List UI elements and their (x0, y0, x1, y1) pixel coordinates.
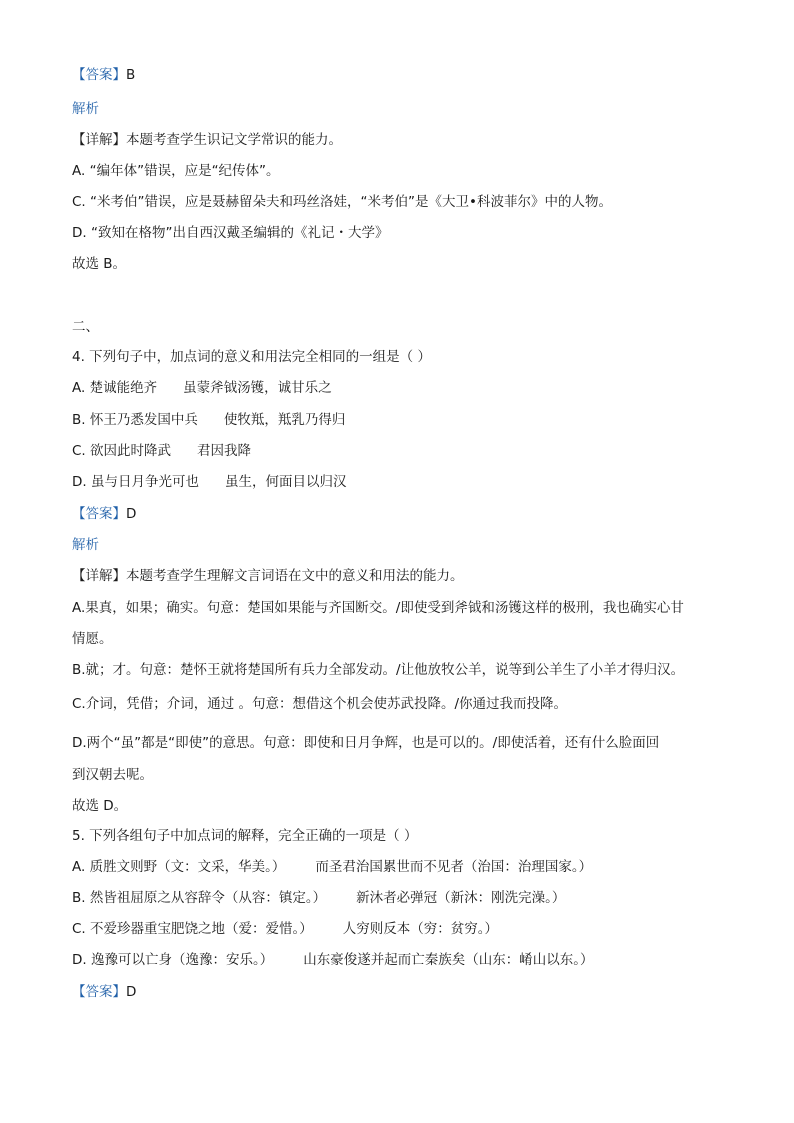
detail-label: 【详解】 (72, 568, 126, 584)
option-part2: 新沐者必弹冠（新沐：刚洗完澡。） (356, 890, 566, 906)
option-part1: C. 不爱珍器重宝肥饶之地（爱：爱惜。） (72, 921, 313, 937)
q4-explain-d-1: D.两个“虽”都是“即使”的意思。句意：即使和日月争辉，也是可以的。/即使活着，还有什么脸面回 (72, 735, 660, 751)
answer-value: D (126, 984, 137, 1000)
option-part1: C. 欲因此时降武 (72, 443, 172, 459)
option-part1: D. 虽与日月争光可也 (72, 474, 199, 490)
answer-value: D (126, 506, 137, 522)
q3-explain-d: D. “致知在格物”出自西汉戴圣编辑的《礼记・大学》 (72, 225, 389, 241)
q3-conclusion: 故选 B。 (72, 256, 127, 272)
q4-explain-a-1: A.果真，如果；确实。句意：楚国如果能与齐国断交。/即使受到斧钺和汤镬这样的极刑，我也确实心甘 (72, 600, 684, 616)
answer-value: B (126, 67, 136, 83)
detail-label: 【详解】 (72, 132, 126, 148)
option-part2: 山东豪俊遂并起而亡秦族矣（山东：崤山以东。） (303, 952, 594, 968)
q4-explain-d-2: 到汉朝去呢。 (72, 767, 153, 783)
answer-label: 【答案】 (72, 506, 126, 522)
q4-analysis-label: 解析 (72, 537, 99, 553)
option-part2: 虽蒙斧钺汤镬，诚甘乐之 (183, 380, 332, 396)
q3-explain-a: A. “编年体”错误，应是“纪传体”。 (72, 163, 280, 179)
q5-option-a (72, 857, 592, 877)
detail-text: 本题考查学生理解文言词语在文中的意义和用法的能力。 (126, 568, 464, 584)
q4-option-c (72, 441, 251, 461)
q4-answer (72, 504, 136, 524)
q3-analysis-label: 解析 (72, 101, 99, 117)
q4-conclusion: 故选 D。 (72, 798, 128, 814)
q5-option-b (72, 888, 565, 908)
option-part2: 使牧羝，羝乳乃得归 (223, 412, 346, 428)
option-part2: 而圣君治国累世而不见者（治国：治理国家。） (315, 859, 593, 875)
option-part1: D. 逸豫可以亡身（逸豫：安乐。） (72, 952, 274, 968)
q4-explain-b: B.就；才。句意：楚怀王就将楚国所有兵力全部发动。/让他放牧公羊，说等到公羊生了小羊才得归汉。 (72, 662, 685, 678)
q4-detail (72, 566, 464, 586)
option-part2: 人穷则反本（穷：贫穷。） (342, 921, 499, 937)
q5-option-c (72, 919, 498, 939)
answer-label: 【答案】 (72, 67, 126, 83)
q4-option-d (72, 472, 346, 492)
answer-label: 【答案】 (72, 984, 126, 1000)
q4-option-b (72, 410, 345, 430)
q4-explain-c: C.介词，凭借；介词，通过 。句意：想借这个机会使苏武投降。/你通过我而投降。 (72, 696, 568, 712)
detail-text: 本题考查学生识记文学常识的能力。 (126, 132, 342, 148)
option-part1: B. 怀王乃悉发国中兵 (72, 412, 198, 428)
q4-stem: 4. 下列句子中，加点词的意义和用法完全相同的一组是（ ） (72, 349, 431, 365)
q5-stem: 5. 下列各组句子中加点词的解释，完全正确的一项是（ ） (72, 828, 418, 844)
option-part2: 虽生，何面目以归汉 (224, 474, 347, 490)
q5-answer (72, 982, 136, 1002)
q3-answer (72, 65, 135, 85)
q3-detail (72, 130, 342, 150)
option-part1: B. 然皆祖屈原之从容辞令（从容：镇定。） (72, 890, 327, 906)
q4-option-a (72, 378, 332, 398)
q5-option-d (72, 950, 593, 970)
section-heading: 二、 (72, 319, 99, 335)
q3-explain-c: C. “米考伯”错误，应是聂赫留朵夫和玛丝洛娃，“米考伯”是《大卫•科波菲尔》中的人物。 (72, 194, 612, 210)
option-part1: A. 楚诚能绝齐 (72, 380, 158, 396)
q4-explain-a-2: 情愿。 (72, 631, 113, 647)
option-part2: 君因我降 (197, 443, 252, 459)
option-part1: A. 质胜文则野（文：文采，华美。） (72, 859, 286, 875)
